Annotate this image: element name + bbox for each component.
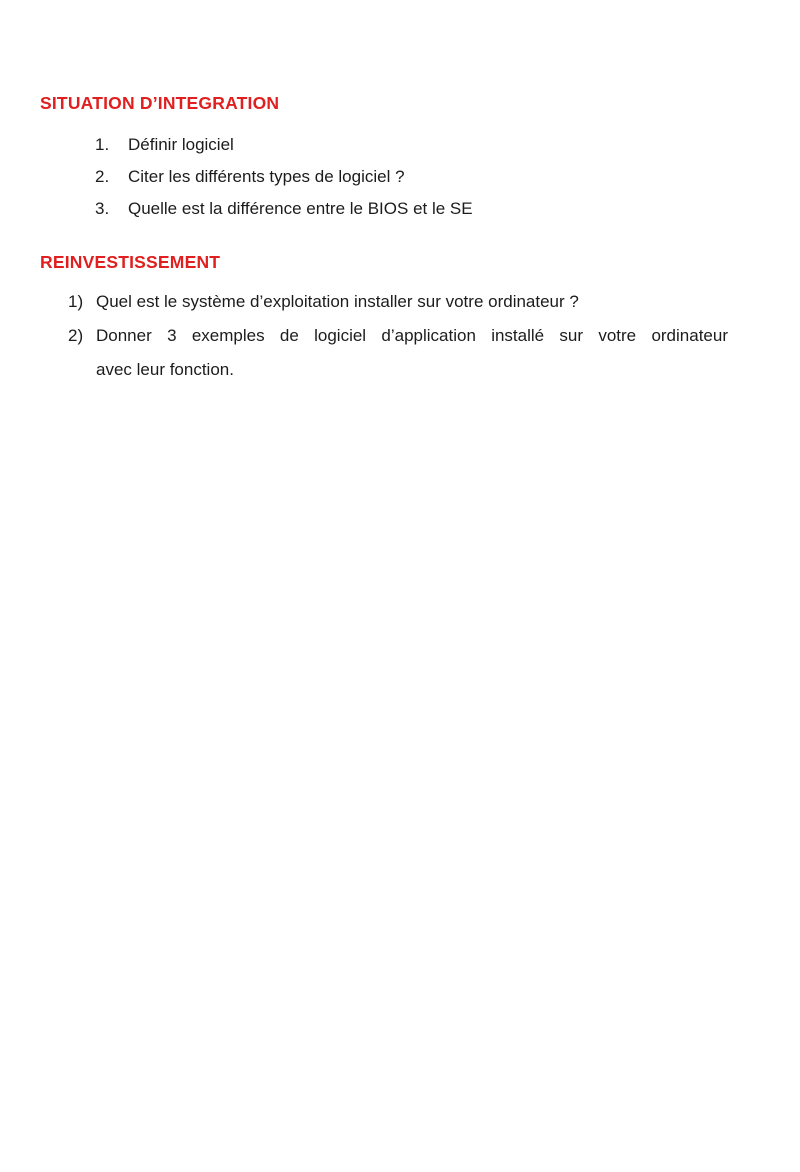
- list-marker: 1.: [95, 135, 110, 154]
- list-item-text: Quelle est la différence entre le BIOS et le SE: [128, 199, 473, 218]
- list-item-text: [96, 319, 728, 387]
- list-item: [40, 129, 728, 161]
- reinvestissement-list: [40, 285, 728, 387]
- list-item: [40, 319, 728, 387]
- section-heading-situation-integration: SITUATION D’INTEGRATION: [40, 93, 280, 113]
- section-heading-reinvestissement: REINVESTISSEMENT: [40, 252, 221, 272]
- justified-line: Donner 3 exemples de logiciel d’application installé sur votre ordinateur: [96, 326, 728, 345]
- list-marker: 1): [68, 292, 84, 311]
- list-item-text: Définir logiciel: [128, 135, 234, 154]
- list-item: [40, 193, 728, 225]
- list-marker: 2.: [95, 167, 110, 186]
- list-marker: 2): [68, 326, 84, 345]
- wrapped-line: avec leur fonction.: [96, 360, 234, 379]
- situation-integration-list: [40, 129, 728, 225]
- list-item-text: Quel est le système d’exploitation installer sur votre ordinateur ?: [96, 292, 579, 311]
- list-item: [40, 285, 728, 319]
- list-marker: 3.: [95, 199, 110, 218]
- list-item-text: Citer les différents types de logiciel ?: [128, 167, 405, 186]
- list-item: [40, 161, 728, 193]
